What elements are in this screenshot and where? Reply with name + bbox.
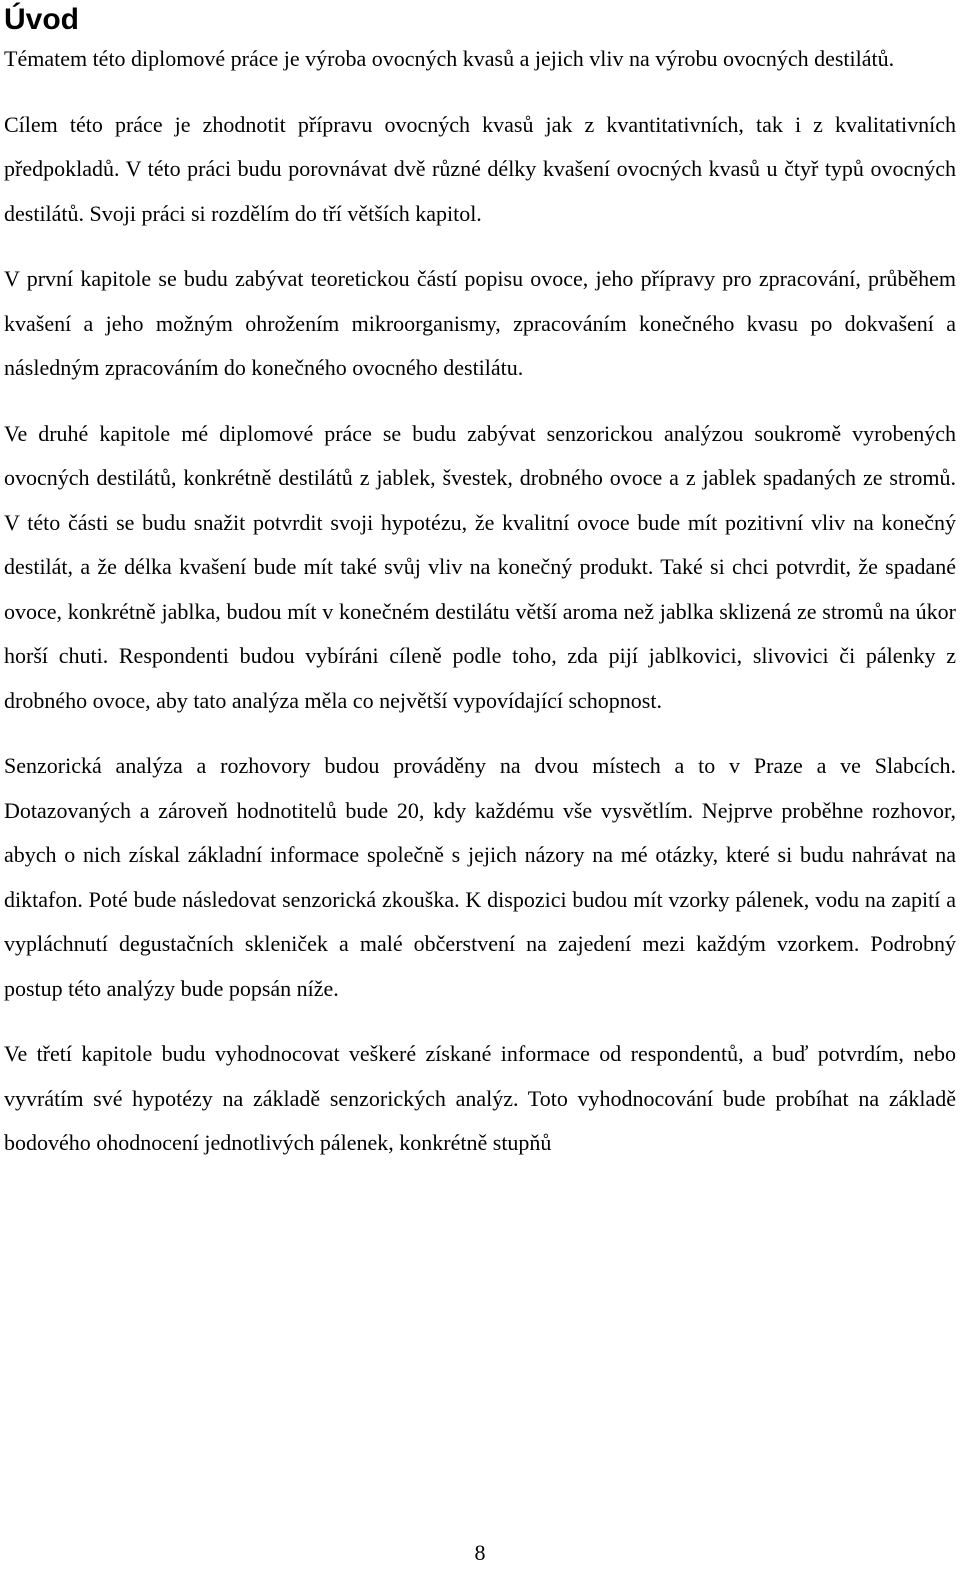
paragraph-gap <box>4 236 956 257</box>
paragraph-sensory-analysis: Senzorická analýza a rozhovory budou prováděny na dvou místech a to v Praze a ve Slabcích. Dotazovaných a zároveň hodnotitelů bude 20, kdy každému vše vysvětlím. Nejprve proběhne rozhovor, abych o nich získal základní informace společně s jejich názory na mé otázky, které si budu nahrávat na diktafon. Poté bude následovat senzorická zkouška. K dispozici budou mít vzorky pálenek, vodu na zapití a vypláchnutí degustačních skleniček a malé občerstvení na zajedení mezi každým vzorkem. Podrobný postup této analýzy bude popsán níže. <box>4 753 956 1001</box>
paragraph-chapter-two: Ve druhé kapitole mé diplomové práce se budu zabývat senzorickou analýzou soukromě vyrobených ovocných destilátů, konkrétně destilátů z jablek, švestek, drobného ovoce a z jablek spadaných ze stromů. V této části se budu snažit potvrdit svoji hypotézu, že kvalitní ovoce bude mít pozitivní vliv na konečný destilát, a že délka kvašení bude mít také svůj vliv na konečný produkt. Také si chci potvrdit, že spadané ovoce, konkrétně jablka, budou mít v konečném destilátu větší aroma než jablka sklizená ze stromů na úkor horší chuti. Respondenti budou vybíráni cíleně podle toho, zda pijí jablkovici, slivovici či pálenky z drobného ovoce, aby tato analýza měla co největší vypovídající schopnost. <box>4 420 956 713</box>
paragraph-gap <box>4 82 956 103</box>
paragraph-intro: Tématem této diplomové práce je výroba ovocných kvasů a jejich vliv na výrobu ovocných destilátů. <box>4 46 895 71</box>
paragraph-gap <box>4 723 956 744</box>
paragraph-aim: Cílem této práce je zhodnotit přípravu ovocných kvasů jak z kvantitativních, tak i z kvalitativních předpokladů. V této práci budu porovnávat dvě různé délky kvašení ovocných kvasů u čtyř typů ovocných destilátů. Svoji práci si rozdělím do tří větších kapitol. <box>4 111 956 226</box>
page-number: 8 <box>474 1540 486 1565</box>
paragraph-chapter-one: V první kapitole se budu zabývat teoretickou částí popisu ovoce, jeho přípravy pro zpracování, průběhem kvašení a jeho možným ohrožením mikroorganismy, zpracováním konečného kvasu po dokvašení a následným zpracováním do konečného ovocného destilátu. <box>4 266 956 380</box>
paragraph-gap <box>4 1011 956 1032</box>
section-heading: Úvod <box>4 3 79 36</box>
paragraph-chapter-three: Ve třetí kapitole budu vyhodnocovat veškeré získané informace od respondentů, a buď potvrdím, nebo vyvrátím své hypotézy na základě senzorických analýz. Toto vyhodnocování bude probíhat na základě bodového ohodnocení jednotlivých pálenek, konkrétně stupňů <box>4 1041 956 1155</box>
paragraph-gap <box>4 391 956 412</box>
